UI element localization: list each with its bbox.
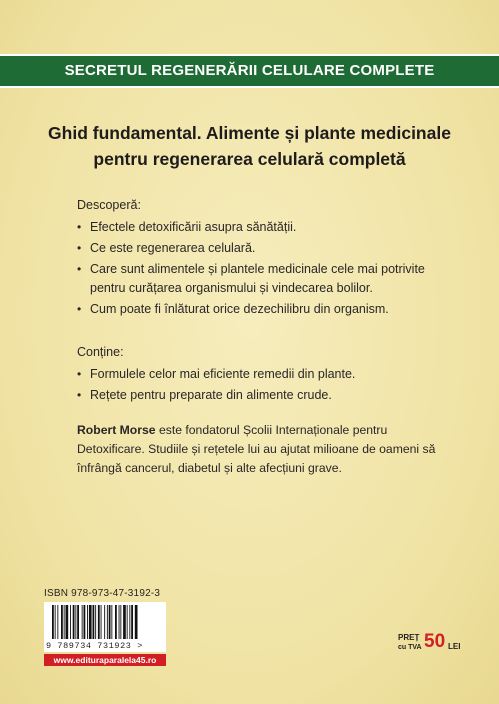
contents-title: Conține: xyxy=(77,345,124,359)
barcode-bar xyxy=(87,605,88,639)
bullet-icon: • xyxy=(77,220,82,234)
barcode-bar xyxy=(111,605,112,639)
isbn-label: ISBN 978-973-47-3192-3 xyxy=(44,588,161,599)
discover-title: Descoperă: xyxy=(77,198,141,212)
barcode-bar xyxy=(101,605,102,639)
barcode-bar xyxy=(98,605,100,639)
author-bio xyxy=(77,421,457,478)
barcode-bar xyxy=(64,605,65,639)
list-item: • Care sunt alimentele și plantele medicinale cele mai potrivite pentru curățarea organismului și vindecarea bolilor. xyxy=(77,262,425,295)
barcode-bar xyxy=(57,605,58,639)
contents-list xyxy=(77,365,452,405)
barcode-bar xyxy=(82,605,83,639)
bullet-icon: • xyxy=(77,388,82,402)
barcode-bar xyxy=(135,605,138,639)
title-banner xyxy=(0,54,499,88)
barcode-bar xyxy=(104,605,105,639)
publisher-website: www.edituraparalela45.ro xyxy=(44,654,166,666)
barcode-bar xyxy=(66,605,69,639)
barcode-bar xyxy=(55,605,56,639)
barcode-bar xyxy=(107,605,108,639)
bullet-icon: • xyxy=(77,367,82,381)
barcode-bar xyxy=(75,605,76,639)
barcode-bar xyxy=(89,605,92,639)
barcode-bar xyxy=(52,605,54,639)
bullet-icon: • xyxy=(77,241,82,255)
price-vat-label: cu TVA xyxy=(398,644,422,651)
headline-line-1: Ghid fundamental. Alimente și plante medicinale xyxy=(48,123,451,143)
barcode-bar xyxy=(70,605,71,639)
barcode-bar xyxy=(109,605,111,639)
author-name: Robert Morse xyxy=(77,423,156,437)
list-item: • Ce este regenerarea celulară. xyxy=(77,239,452,258)
barcode-digits: 9 789734 731923 > xyxy=(46,641,143,651)
barcode-bar xyxy=(127,605,128,639)
price-tag xyxy=(398,633,468,657)
bullet-icon: • xyxy=(77,302,82,316)
list-item: • Rețete pentru preparate din alimente crude. xyxy=(77,386,452,405)
list-item: • Efectele detoxificării asupra sănătății. xyxy=(77,218,452,237)
barcode-bar xyxy=(73,605,75,639)
contents-section xyxy=(77,343,452,407)
barcode xyxy=(44,602,166,652)
barcode-bar xyxy=(123,605,126,639)
price-amount: 50 xyxy=(424,631,446,652)
list-item: • Formulele celor mai eficiente remedii din plante. xyxy=(77,365,452,384)
banner-title: SECRETUL REGENERĂRII CELULARE COMPLETE xyxy=(64,62,435,79)
author-description: este fondatorul Școlii Internaționale pentru Detoxificare. Studiile și rețetele lui au ajutat milioane de oameni să înfrângă cancerul, diabetul și alte afecțiuni grave. xyxy=(77,423,436,475)
price-currency: LEI xyxy=(448,642,461,651)
list-item: • Cum poate fi înlăturat orice dezechilibru din organism. xyxy=(77,300,452,319)
barcode-bar xyxy=(129,605,130,639)
barcode-bar xyxy=(115,605,117,639)
barcode-bar xyxy=(61,605,63,639)
headline xyxy=(40,120,459,172)
barcode-bar xyxy=(93,605,95,639)
barcode-bars-icon xyxy=(44,603,166,643)
discover-list xyxy=(77,218,452,319)
barcode-bar xyxy=(119,605,120,639)
headline-line-2: pentru regenerarea celulară completă xyxy=(93,149,406,169)
barcode-bar xyxy=(84,605,86,639)
barcode-bar xyxy=(131,605,133,639)
isbn-block xyxy=(44,588,168,666)
discover-section xyxy=(77,196,452,321)
barcode-bar xyxy=(77,605,79,639)
price-label: PREȚ xyxy=(398,633,420,642)
barcode-bar xyxy=(120,605,121,639)
barcode-bar xyxy=(95,605,96,639)
bullet-icon: • xyxy=(77,262,82,276)
